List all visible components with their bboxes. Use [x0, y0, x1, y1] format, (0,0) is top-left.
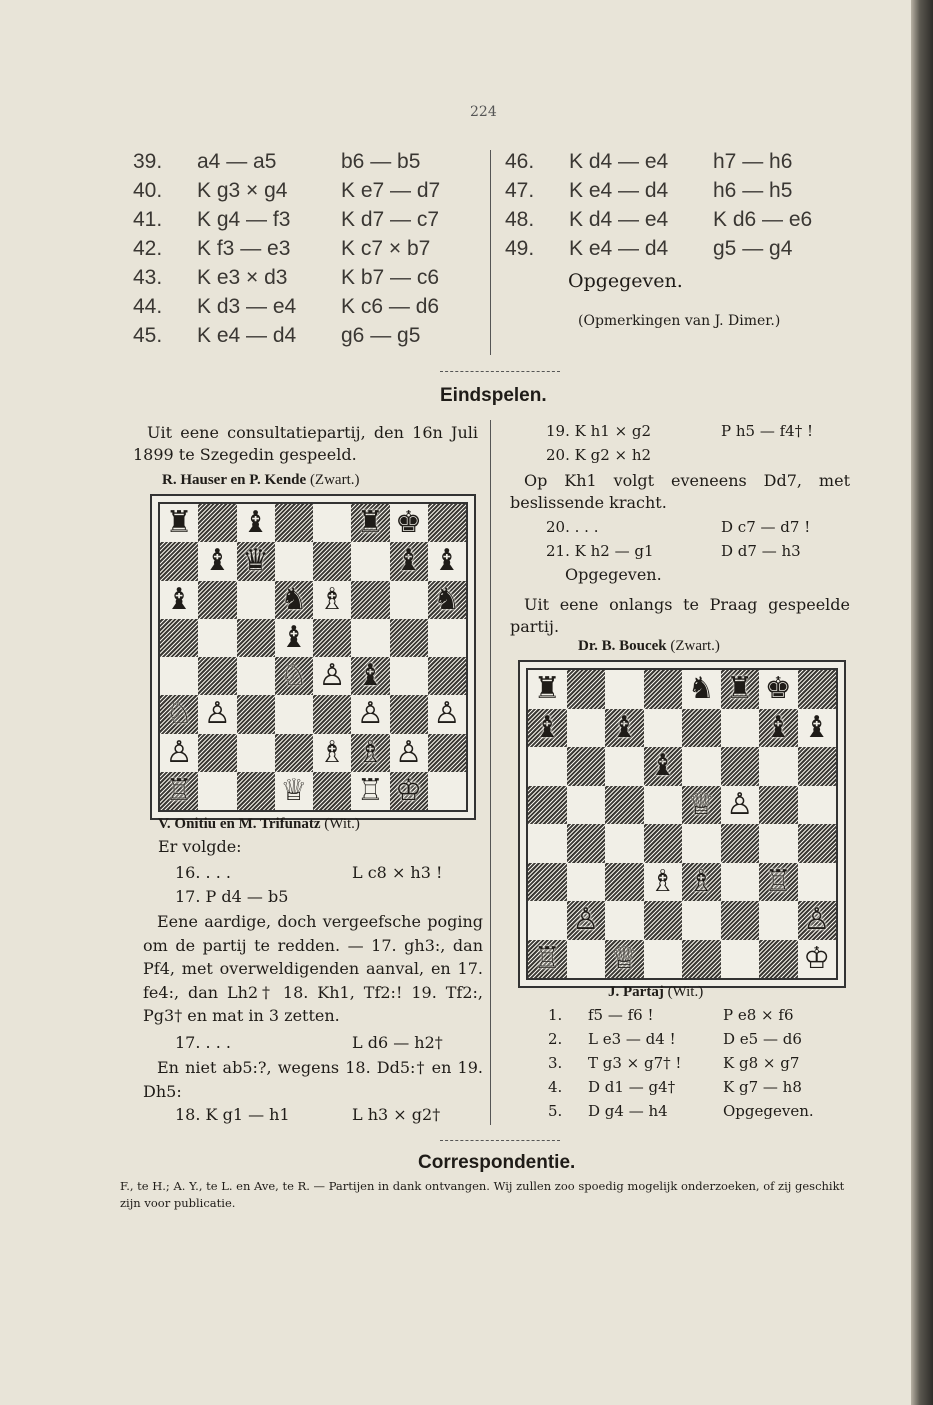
chess-piece: ♙ [433, 696, 461, 732]
square-e7 [313, 542, 351, 580]
resigned-text: Opgegeven. [568, 270, 683, 292]
chess-piece: ♙ [803, 902, 831, 938]
chess-piece: ♝ [533, 709, 561, 745]
square-g5 [759, 786, 798, 825]
square-h2 [428, 734, 466, 772]
square-e5 [682, 786, 721, 825]
chess-piece: ♝ [803, 709, 831, 745]
square-h7 [428, 542, 466, 580]
square-a1 [528, 940, 567, 979]
white-move: K g4 — f3 [197, 208, 291, 231]
move-row [546, 542, 846, 566]
move-row [133, 324, 463, 353]
square-e3 [682, 863, 721, 902]
white-move: 21. K h2 — g1 [546, 542, 654, 560]
square-a6 [528, 747, 567, 786]
chess-piece: ♘ [280, 658, 308, 694]
white-move: K d4 — e4 [569, 208, 669, 231]
black-move: h6 — h5 [713, 179, 793, 202]
square-e1 [682, 940, 721, 979]
square-h6 [798, 747, 837, 786]
move-18-black: L h3 × g2† [352, 1105, 441, 1124]
chess-piece: ♝ [242, 505, 270, 541]
chess-piece: ♛ [242, 543, 270, 579]
move-row [505, 150, 835, 179]
square-a7 [528, 709, 567, 748]
square-h7 [798, 709, 837, 748]
intro-game1: Uit eene consultatiepartij, den 16n Juli 1899 te Szegedin gespeeld. [133, 423, 478, 464]
square-f6 [351, 581, 389, 619]
chess-piece: ♝ [649, 748, 677, 784]
square-h4 [428, 657, 466, 695]
square-c2 [237, 734, 275, 772]
square-g4 [390, 657, 428, 695]
square-e4 [313, 657, 351, 695]
square-d2 [275, 734, 313, 772]
square-a8 [160, 504, 198, 542]
move-row [133, 208, 463, 237]
square-b1 [198, 772, 236, 810]
chess-piece: ♝ [610, 709, 638, 745]
white-move: K d4 — e4 [569, 150, 669, 173]
move-number: 45. [133, 324, 163, 347]
chess-piece: ♙ [203, 696, 231, 732]
black-move: h7 — h6 [713, 150, 793, 173]
caption-black2: Dr. B. Boucek (Zwart.) [578, 638, 720, 654]
square-b7 [198, 542, 236, 580]
white-move: 19. K h1 × g2 [546, 422, 652, 440]
square-g2 [390, 734, 428, 772]
square-d1 [275, 772, 313, 810]
square-c1 [605, 940, 644, 979]
chess-piece: ♜ [165, 505, 193, 541]
square-f4 [721, 824, 760, 863]
move-16-black: L c8 × h3 ! [352, 863, 443, 882]
chess-piece: ♗ [318, 734, 346, 770]
square-h6 [428, 581, 466, 619]
square-g8 [390, 504, 428, 542]
square-c4 [605, 824, 644, 863]
square-h2 [798, 901, 837, 940]
column-divider [490, 150, 491, 355]
chess-piece: ♚ [395, 505, 423, 541]
square-d4 [275, 657, 313, 695]
chess-piece: ♖ [165, 772, 193, 808]
white-move: a4 — a5 [197, 150, 277, 173]
move-number: 43. [133, 266, 163, 289]
chess-piece: ♝ [165, 581, 193, 617]
square-a4 [528, 824, 567, 863]
square-b8 [198, 504, 236, 542]
chess-piece: ♗ [687, 863, 715, 899]
white-move: K g3 × g4 [197, 179, 288, 202]
square-d3 [275, 695, 313, 733]
moves-20-21 [546, 518, 846, 566]
square-a4 [160, 657, 198, 695]
square-d5 [275, 619, 313, 657]
chess-piece: ♔ [395, 772, 423, 808]
move-number: 46. [505, 150, 535, 173]
move-17-continuation: 17. . . . [175, 1033, 231, 1052]
game-moves-left [133, 150, 463, 353]
square-b2 [567, 901, 606, 940]
move-17: 17. P d4 — b5 [175, 887, 289, 906]
square-g7 [759, 709, 798, 748]
square-g6 [390, 581, 428, 619]
square-h3 [428, 695, 466, 733]
square-h5 [428, 619, 466, 657]
caption-black1: R. Hauser en P. Kende (Zwart.) [162, 472, 360, 488]
chess-piece: ♙ [165, 734, 193, 770]
section-divider-2 [440, 1136, 560, 1141]
black-move: K c7 × b7 [341, 237, 431, 260]
move-row [548, 1102, 848, 1126]
section-title-correspondence: Correspondentie. [418, 1152, 576, 1173]
square-f1 [351, 772, 389, 810]
chess-piece: ♖ [356, 772, 384, 808]
square-f2 [721, 901, 760, 940]
square-f7 [351, 542, 389, 580]
chess-piece: ♔ [803, 940, 831, 976]
black-move: P e8 × f6 [723, 1006, 794, 1024]
square-a6 [160, 581, 198, 619]
move-row [546, 518, 846, 542]
game2-moves [548, 1006, 848, 1126]
square-c8 [605, 670, 644, 709]
square-e5 [313, 619, 351, 657]
move-row [546, 422, 846, 446]
chess-piece: ♞ [280, 581, 308, 617]
move-row [548, 1006, 848, 1030]
square-a5 [528, 786, 567, 825]
square-g1 [390, 772, 428, 810]
square-f3 [351, 695, 389, 733]
section-divider [440, 367, 560, 372]
move-number: 44. [133, 295, 163, 318]
square-f3 [721, 863, 760, 902]
square-c7 [237, 542, 275, 580]
white-move: K d3 — e4 [197, 295, 297, 318]
square-f5 [721, 786, 760, 825]
page-number: 224 [470, 104, 497, 120]
move-row [505, 179, 835, 208]
resigned-text-2: Opgegeven. [565, 565, 662, 584]
chess-piece: ♗ [649, 863, 677, 899]
square-e7 [682, 709, 721, 748]
black-move: D d7 — h3 [721, 542, 801, 560]
section-title-endgames: Eindspelen. [440, 385, 547, 406]
chess-board-1 [150, 494, 476, 820]
square-e8 [313, 504, 351, 542]
white-move: L e3 — d4 ! [588, 1030, 676, 1048]
square-e4 [682, 824, 721, 863]
black-move: D c7 — d7 ! [721, 518, 811, 536]
move-number: 2. [548, 1030, 563, 1048]
annotator-credit: (Opmerkingen van J. Dimer.) [578, 313, 781, 329]
square-d8 [644, 670, 683, 709]
chess-board-2 [518, 660, 846, 988]
black-move: K d6 — e6 [713, 208, 813, 231]
square-a7 [160, 542, 198, 580]
square-d3 [644, 863, 683, 902]
square-d4 [644, 824, 683, 863]
square-e6 [313, 581, 351, 619]
square-f8 [351, 504, 389, 542]
chess-piece: ♝ [395, 543, 423, 579]
square-f5 [351, 619, 389, 657]
move-number: 47. [505, 179, 535, 202]
chess-piece: ♞ [687, 671, 715, 707]
square-e1 [313, 772, 351, 810]
square-b6 [567, 747, 606, 786]
square-a3 [160, 695, 198, 733]
intro-game2: Uit eene onlangs te Praag gespeelde partij. [510, 595, 850, 636]
chess-piece: ♙ [356, 696, 384, 732]
square-h3 [798, 863, 837, 902]
move-number: 3. [548, 1054, 563, 1072]
square-e2 [313, 734, 351, 772]
white-move: K e4 — d4 [197, 324, 297, 347]
square-b3 [198, 695, 236, 733]
white-move: 20. . . . [546, 518, 599, 536]
chess-piece: ♕ [687, 786, 715, 822]
chess-piece: ♖ [764, 863, 792, 899]
move-row [505, 208, 835, 237]
square-h4 [798, 824, 837, 863]
square-d1 [644, 940, 683, 979]
black-move: K e7 — d7 [341, 179, 441, 202]
move-row [548, 1054, 848, 1078]
black-move: K g7 — h8 [723, 1078, 802, 1096]
commentary-3: Op Kh1 volgt eveneens Dd7, met beslissende kracht. [510, 471, 850, 512]
move-row [133, 295, 463, 324]
square-b2 [198, 734, 236, 772]
square-b5 [198, 619, 236, 657]
moves-19-20 [546, 422, 846, 470]
square-d6 [644, 747, 683, 786]
square-a5 [160, 619, 198, 657]
black-move: K d7 — c7 [341, 208, 440, 231]
black-move: g5 — g4 [713, 237, 793, 260]
move-number: 42. [133, 237, 163, 260]
square-c4 [237, 657, 275, 695]
square-b1 [567, 940, 606, 979]
black-move: K c6 — d6 [341, 295, 440, 318]
square-g6 [759, 747, 798, 786]
move-number: 40. [133, 179, 163, 202]
square-f8 [721, 670, 760, 709]
chess-piece: ♖ [533, 940, 561, 976]
chess-piece: ♝ [203, 543, 231, 579]
chess-piece: ♞ [433, 581, 461, 617]
square-c1 [237, 772, 275, 810]
square-c3 [605, 863, 644, 902]
square-e3 [313, 695, 351, 733]
square-g3 [390, 695, 428, 733]
square-d8 [275, 504, 313, 542]
square-c5 [237, 619, 275, 657]
game-moves-right [505, 150, 835, 266]
chess-piece: ♝ [433, 543, 461, 579]
black-move: K b7 — c6 [341, 266, 440, 289]
square-c6 [237, 581, 275, 619]
black-move: D e5 — d6 [723, 1030, 802, 1048]
move-number: 49. [505, 237, 535, 260]
move-number: 4. [548, 1078, 563, 1096]
white-move: f5 — f6 ! [588, 1006, 654, 1024]
square-a1 [160, 772, 198, 810]
square-d5 [644, 786, 683, 825]
square-g1 [759, 940, 798, 979]
white-move: D d1 — g4† [588, 1078, 676, 1096]
move-number: 1. [548, 1006, 563, 1024]
white-move: K e4 — d4 [569, 237, 669, 260]
square-e8 [682, 670, 721, 709]
square-b5 [567, 786, 606, 825]
black-move: P h5 — f4† ! [721, 422, 813, 440]
chess-piece: ♙ [572, 902, 600, 938]
square-c7 [605, 709, 644, 748]
square-a8 [528, 670, 567, 709]
move-number: 48. [505, 208, 535, 231]
chess-piece: ♝ [356, 658, 384, 694]
move-row [546, 446, 846, 470]
white-move: K e3 × d3 [197, 266, 288, 289]
square-e6 [682, 747, 721, 786]
square-g2 [759, 901, 798, 940]
black-move: K g8 × g7 [723, 1054, 800, 1072]
move-17-black: L d6 — h2† [352, 1033, 443, 1052]
square-h1 [798, 940, 837, 979]
square-b4 [567, 824, 606, 863]
square-a3 [528, 863, 567, 902]
white-move: D g4 — h4 [588, 1102, 668, 1120]
square-c2 [605, 901, 644, 940]
square-c8 [237, 504, 275, 542]
square-b4 [198, 657, 236, 695]
square-c5 [605, 786, 644, 825]
chess-piece: ♜ [533, 671, 561, 707]
white-move: T g3 × g7† ! [588, 1054, 682, 1072]
move-number: 5. [548, 1102, 563, 1120]
correspondence-text: F., te H.; A. Y., te L. en Ave, te R. — Partijen in dank ontvangen. Wij zullen zoo spoedig mogelijk onderzoeken, of zij geschikt zijn voor publicatie. [120, 1179, 845, 1210]
square-h8 [798, 670, 837, 709]
square-h5 [798, 786, 837, 825]
column-divider-2 [490, 420, 491, 1125]
move-18-white: 18. K g1 — h1 [175, 1105, 290, 1124]
move-row [133, 266, 463, 295]
black-move: b6 — b5 [341, 150, 421, 173]
move-16: 16. . . . [175, 863, 231, 882]
square-b8 [567, 670, 606, 709]
caption-white1: V. Onitiu en M. Trifunatz (Wit.) [158, 816, 360, 832]
square-d7 [275, 542, 313, 580]
chess-piece: ♝ [280, 619, 308, 655]
white-move: K f3 — e3 [197, 237, 291, 260]
square-a2 [160, 734, 198, 772]
chess-piece: ♗ [318, 581, 346, 617]
move-number: 41. [133, 208, 163, 231]
move-row [505, 237, 835, 266]
chess-piece: ♗ [356, 734, 384, 770]
chess-piece: ♙ [726, 786, 754, 822]
square-c6 [605, 747, 644, 786]
chess-piece: ♙ [395, 734, 423, 770]
square-d7 [644, 709, 683, 748]
chess-piece: ♜ [356, 505, 384, 541]
commentary-2: En niet ab5:?, wegens 18. Dd5:† en 19. Dh5: [143, 1058, 483, 1101]
square-h8 [428, 504, 466, 542]
square-f6 [721, 747, 760, 786]
white-move: 20. K g2 × h2 [546, 446, 652, 464]
move-row [133, 150, 463, 179]
square-g5 [390, 619, 428, 657]
square-d2 [644, 901, 683, 940]
black-move: g6 — g5 [341, 324, 421, 347]
move-row [548, 1030, 848, 1054]
square-g7 [390, 542, 428, 580]
chess-piece: ♜ [726, 671, 754, 707]
move-row [133, 237, 463, 266]
move-number: 39. [133, 150, 163, 173]
caption-white2: J. Partaj (Wit.) [608, 984, 704, 1000]
chess-piece: ♕ [280, 772, 308, 808]
move-row [133, 179, 463, 208]
square-b6 [198, 581, 236, 619]
chess-piece: ♙ [318, 658, 346, 694]
square-c3 [237, 695, 275, 733]
chess-piece: ♚ [764, 671, 792, 707]
er-volgde: Er volgde: [158, 837, 242, 856]
square-f2 [351, 734, 389, 772]
square-e2 [682, 901, 721, 940]
square-f7 [721, 709, 760, 748]
square-g3 [759, 863, 798, 902]
page-edge [911, 0, 933, 1405]
commentary-1: Eene aardige, doch vergeefsche poging om de partij te redden. — 17. gh3:, dan Pf4, met overweldigenden aanval, en 17. fe4:, dan Lh2† 18. Kh1, Tf2:! 19. Tf2:, Pg3† en mat in 3 zetten. [143, 912, 483, 1025]
chess-piece: ♕ [610, 940, 638, 976]
move-row [548, 1078, 848, 1102]
square-f1 [721, 940, 760, 979]
chess-piece: ♝ [764, 709, 792, 745]
chess-piece: ♘ [165, 696, 193, 732]
square-g8 [759, 670, 798, 709]
square-g4 [759, 824, 798, 863]
square-b3 [567, 863, 606, 902]
square-b7 [567, 709, 606, 748]
square-f4 [351, 657, 389, 695]
square-d6 [275, 581, 313, 619]
white-move: K e4 — d4 [569, 179, 669, 202]
square-h1 [428, 772, 466, 810]
square-a2 [528, 901, 567, 940]
black-move: Opgegeven. [723, 1102, 814, 1120]
